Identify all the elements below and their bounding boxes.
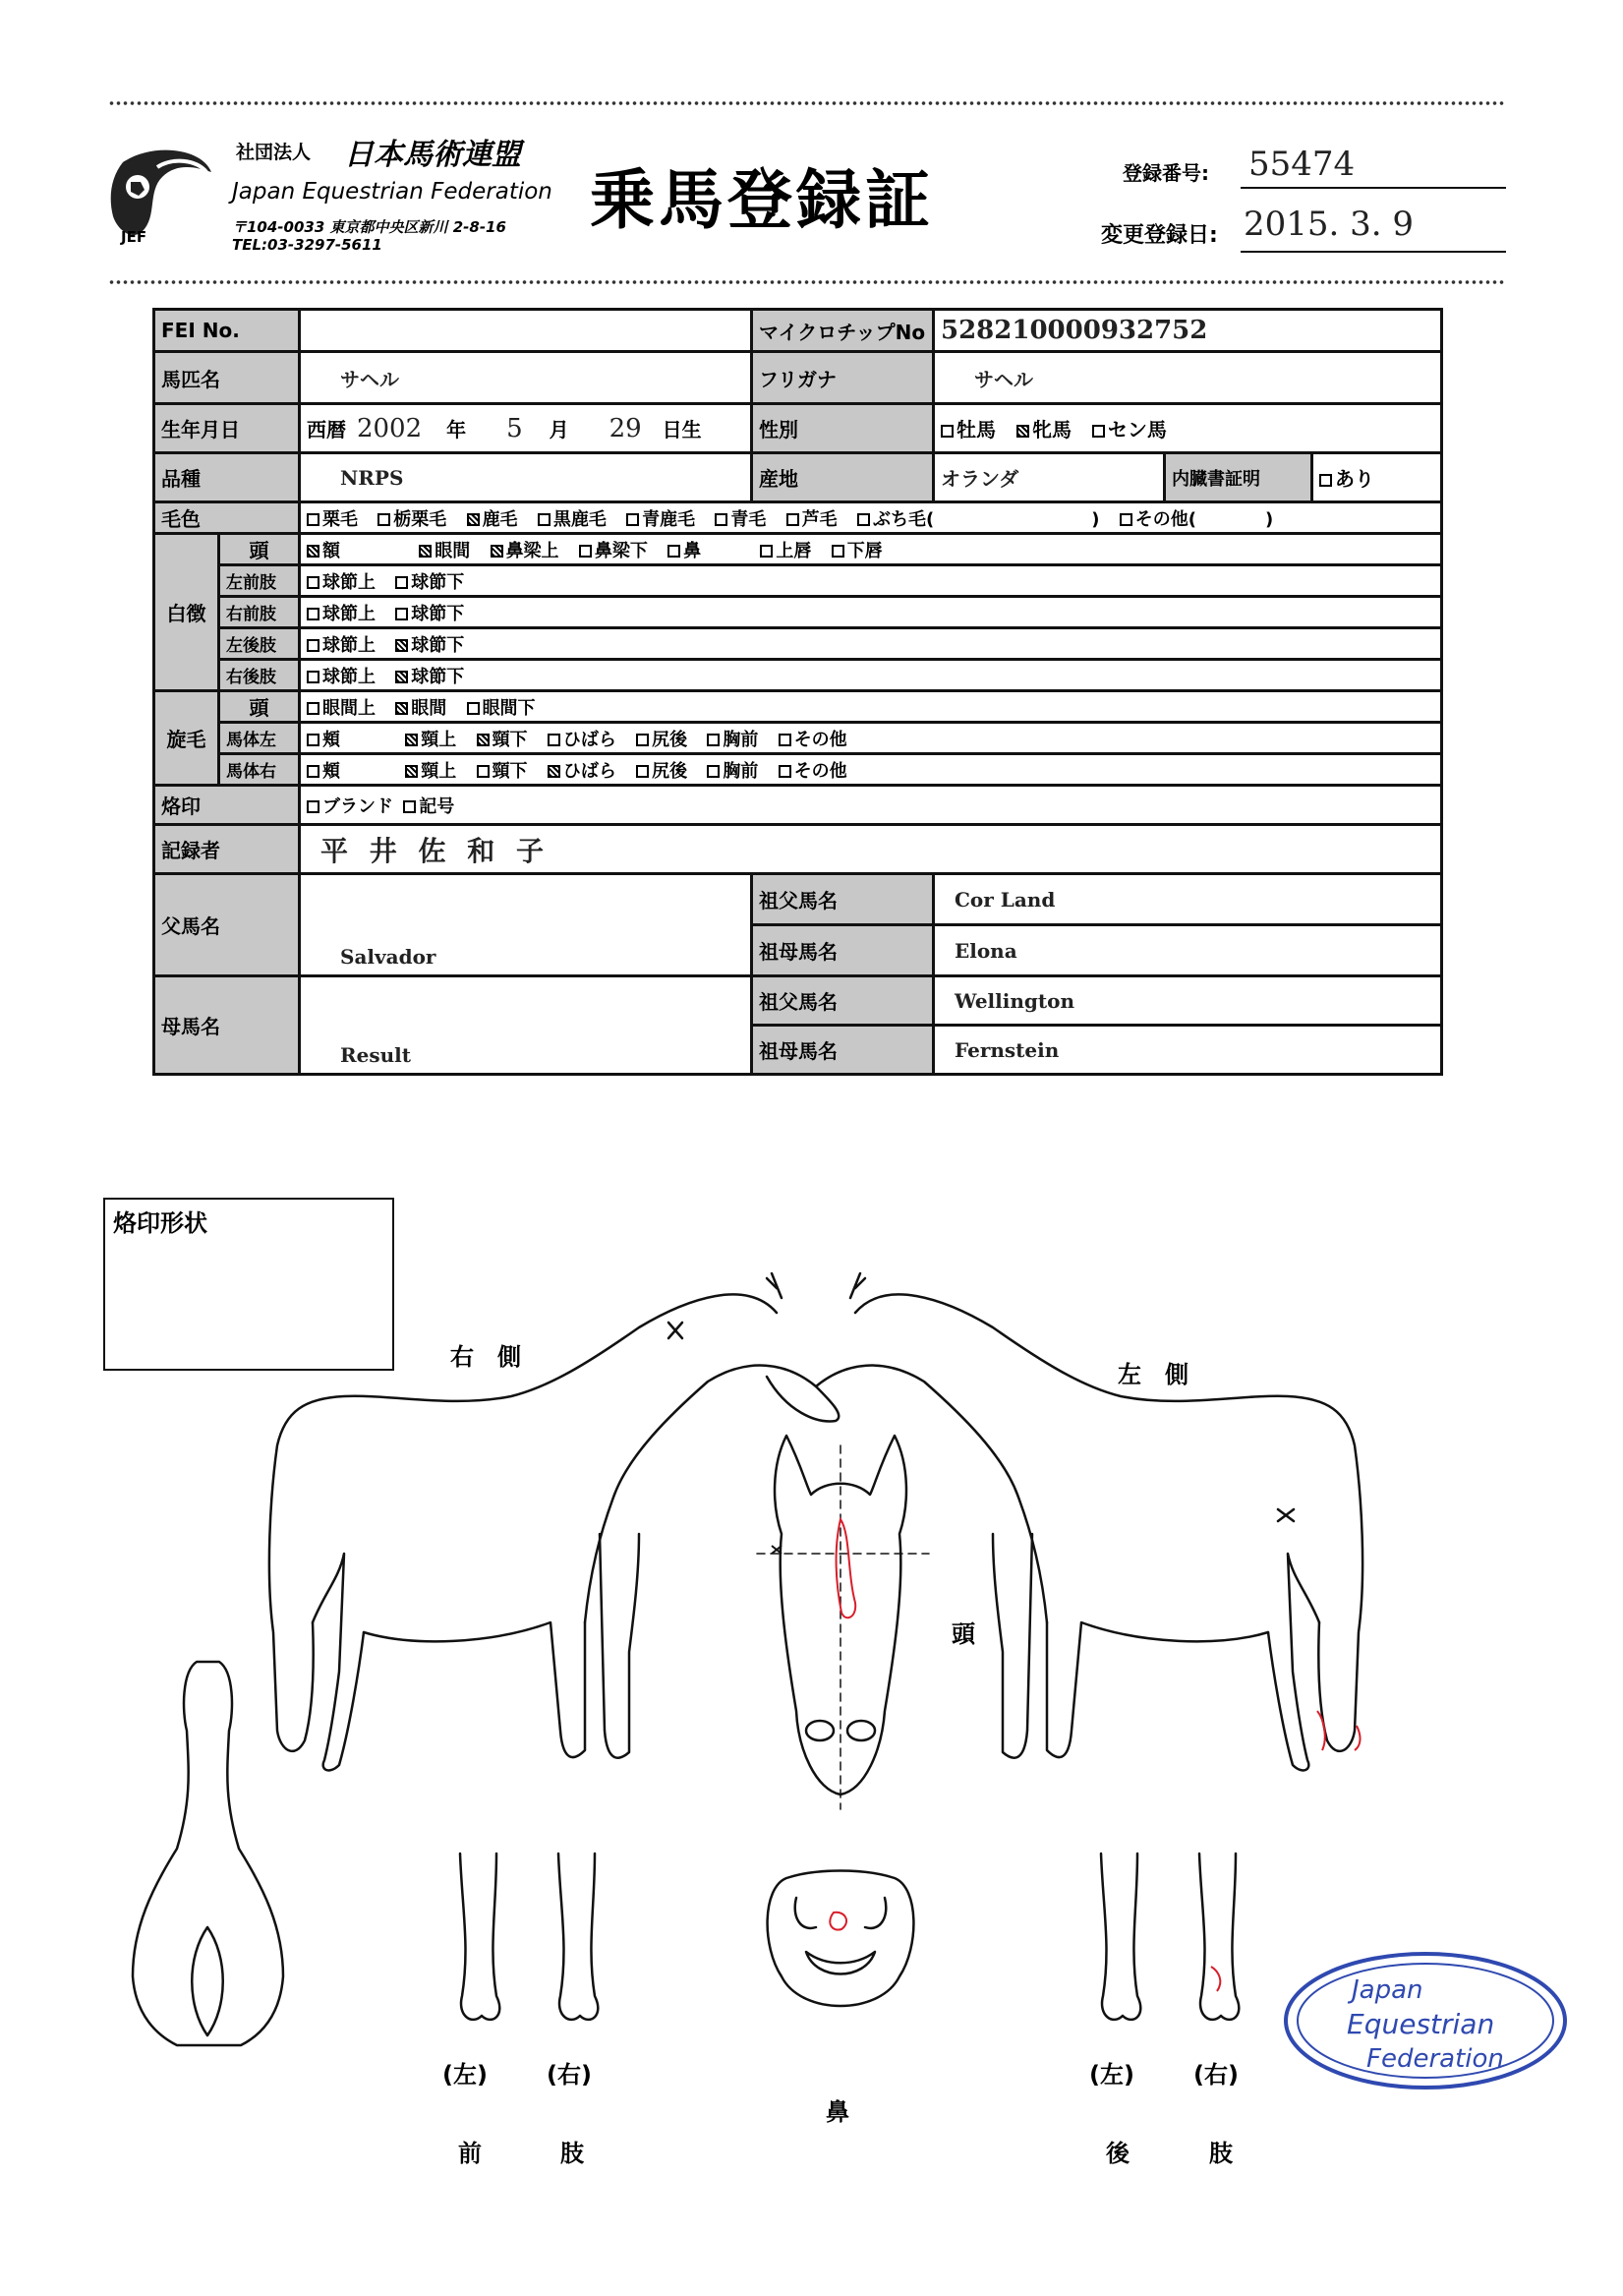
fore-legs-outline (460, 1854, 598, 2020)
rf-above-fetlock[interactable]: 球節上 (307, 604, 376, 624)
horse-name-value: サヘル (300, 352, 752, 404)
whorl-head-label: 頭 (219, 691, 300, 723)
left-fore-label: 左前肢 (219, 565, 300, 597)
registration-number-value: 55474 (1248, 145, 1356, 184)
birth-year: 2002 (356, 413, 423, 443)
head-label: 頭 (952, 1620, 975, 1648)
wr-flank[interactable]: ひばら (548, 761, 616, 782)
wr-lower-neck[interactable]: 頸下 (477, 761, 528, 782)
recorder-label: 記録者 (154, 825, 300, 874)
nose-view-outline (768, 1871, 914, 2007)
brand-option-mark[interactable]: 記号 (403, 796, 454, 817)
document-title: 乗馬登録証 (590, 162, 934, 238)
hind-left-paren: (左) (1089, 2061, 1134, 2089)
whorl-between-eyes[interactable]: 眼間 (395, 698, 446, 719)
fore-label-1: 前 (458, 2140, 482, 2167)
right-side-horse-outline (269, 1273, 839, 1770)
wr-upper-neck[interactable]: 頸上 (405, 761, 456, 782)
birth-era: 西暦 (307, 417, 346, 442)
rf-below-fetlock[interactable]: 球節下 (395, 604, 464, 624)
registration-number-label: 登録番号: (1123, 161, 1209, 185)
whorl-label: 旋毛 (154, 691, 219, 786)
top-view-horse-outline (133, 1662, 283, 2045)
inner-cert-label: 内臓書証明 (1165, 453, 1312, 502)
fore-right-paren: (右) (547, 2061, 592, 2089)
org-type: 社団法人 (236, 142, 312, 163)
left-side-horse-outline (816, 1273, 1362, 1770)
breed-label: 品種 (154, 453, 300, 502)
org-tel: TEL:03-3297-5611 (232, 236, 382, 254)
sire-label: 父馬名 (154, 874, 300, 976)
right-hind-label: 右後肢 (219, 660, 300, 691)
dam-sire-value: Wellington (934, 976, 1442, 1026)
wr-chest[interactable]: 胸前 (707, 761, 758, 782)
coat-bay[interactable]: 鹿毛 (467, 509, 518, 530)
face-between-eyes[interactable]: 眼間 (419, 541, 470, 561)
fei-label: FEI No. (154, 310, 300, 352)
org-name-jp: 日本馬術連盟 (344, 138, 521, 172)
furigana-label: フリガナ (752, 352, 934, 404)
inner-cert-option[interactable]: あり (1312, 453, 1442, 502)
coat-other[interactable]: その他( ) (1120, 509, 1273, 530)
wr-cheek[interactable]: 頬 (307, 761, 340, 782)
sire-dam-label: 祖母馬名 (752, 925, 934, 976)
wl-upper-neck[interactable]: 頸上 (405, 730, 456, 750)
org-address: 〒104-0033 東京都中央区新川 2-8-16 (232, 218, 506, 236)
wl-rump[interactable]: 尻後 (636, 730, 687, 750)
horse-name-label: 馬匹名 (154, 352, 300, 404)
birth-month: 5 (506, 413, 523, 443)
furigana-value: サヘル (934, 352, 1442, 404)
lf-above-fetlock[interactable]: 球節上 (307, 572, 376, 593)
origin-label: 産地 (752, 453, 934, 502)
seal-icon (1278, 1947, 1573, 2094)
coat-chestnut[interactable]: 栗毛 (307, 509, 358, 530)
svg-text:Federation: Federation (1366, 2044, 1504, 2074)
birth-day: 29 (609, 413, 642, 443)
jef-official-seal (1278, 1947, 1573, 2094)
dam-dam-value: Fernstein (934, 1026, 1442, 1075)
change-date-value: 2015. 3. 9 (1244, 205, 1415, 244)
birth-day-unit: 日生 (662, 417, 702, 442)
face-upper-lip[interactable]: 上唇 (760, 541, 811, 561)
logo-text: JEF (121, 228, 147, 246)
sire-sire-label: 祖父馬名 (752, 874, 934, 925)
whorl-above-eyes[interactable]: 眼間上 (307, 698, 376, 719)
lh-above-fetlock[interactable]: 球節上 (307, 635, 376, 656)
coat-liver-chestnut[interactable]: 栃栗毛 (377, 509, 446, 530)
wl-cheek[interactable]: 頬 (307, 730, 340, 750)
birth-year-unit: 年 (446, 417, 467, 442)
red-white-markings (830, 1519, 1360, 1991)
wl-flank[interactable]: ひばら (548, 730, 616, 750)
org-name-en: Japan Equestrian Federation (232, 179, 552, 205)
wr-rump[interactable]: 尻後 (636, 761, 687, 782)
lf-below-fetlock[interactable]: 球節下 (395, 572, 464, 593)
rh-above-fetlock[interactable]: 球節上 (307, 667, 376, 687)
hind-label-2: 肢 (1209, 2140, 1233, 2167)
microchip-value: 528210000932752 (934, 310, 1442, 352)
face-upper-nose[interactable]: 鼻梁上 (491, 541, 559, 561)
face-forehead[interactable]: 額 (307, 541, 340, 561)
svg-text:Equestrian: Equestrian (1347, 2008, 1495, 2040)
left-hind-label: 左後肢 (219, 628, 300, 660)
brand-label: 烙印 (154, 786, 300, 825)
svg-text:Japan: Japan (1352, 1975, 1423, 2005)
face-label: 頭 (219, 534, 300, 565)
birth-date-label: 生年月日 (154, 404, 300, 453)
wr-other[interactable]: その他 (779, 761, 847, 782)
left-side-label: 左 側 (1118, 1361, 1188, 1388)
front-head-outline (757, 1436, 929, 1809)
wl-lower-neck[interactable]: 頸下 (477, 730, 528, 750)
brand-option-brand[interactable]: ブランド (307, 796, 393, 817)
dam-sire-label: 祖父馬名 (752, 976, 934, 1026)
recorder-value: 平 井 佐 和 子 (300, 825, 1442, 874)
brand-shape-label: 烙印形状 (113, 1209, 207, 1237)
birth-month-unit: 月 (549, 417, 569, 442)
face-nose[interactable]: 鼻 (667, 541, 701, 561)
coat-pinto[interactable]: ぶち毛( ) (857, 509, 1099, 530)
right-side-label: 右 側 (450, 1343, 521, 1371)
coat-black[interactable]: 青毛 (715, 509, 766, 530)
lh-below-fetlock[interactable]: 球節下 (395, 635, 464, 656)
coat-label: 毛色 (154, 502, 300, 534)
coat-grey[interactable]: 芦毛 (786, 509, 838, 530)
face-lower-lip[interactable]: 下唇 (832, 541, 883, 561)
breed-value: NRPS (300, 453, 752, 502)
sire-value: Salvador (300, 874, 752, 976)
wl-other[interactable]: その他 (779, 730, 847, 750)
change-date-label: 変更登録日: (1101, 223, 1218, 248)
microchip-label: マイクロチップNo (752, 310, 934, 352)
sire-sire-value: Cor Land (934, 874, 1442, 925)
dam-label: 母馬名 (154, 976, 300, 1075)
wl-chest[interactable]: 胸前 (707, 730, 758, 750)
sex-option-gelding[interactable]: セン馬 (1092, 418, 1167, 442)
sire-dam-value: Elona (934, 925, 1442, 976)
whorl-right-label: 馬体右 (219, 754, 300, 786)
dam-dam-label: 祖母馬名 (752, 1026, 934, 1075)
origin-value: オランダ (934, 453, 1165, 502)
face-lower-nose[interactable]: 鼻梁下 (579, 541, 648, 561)
hind-label-1: 後 (1106, 2140, 1130, 2167)
dam-value: Result (300, 976, 752, 1075)
rh-below-fetlock[interactable]: 球節下 (395, 667, 464, 687)
sex-option-mare[interactable]: 牝馬 (1016, 418, 1072, 442)
coat-dark-bay[interactable]: 黒鹿毛 (538, 509, 607, 530)
fore-label-2: 肢 (560, 2140, 584, 2167)
whorl-left-label: 馬体左 (219, 723, 300, 754)
hind-right-paren: (右) (1193, 2061, 1239, 2089)
hind-legs-outline (1101, 1854, 1239, 2020)
right-fore-label: 右前肢 (219, 597, 300, 628)
coat-brown[interactable]: 青鹿毛 (626, 509, 695, 530)
sex-option-stallion[interactable]: 牡馬 (941, 418, 996, 442)
sex-label: 性別 (752, 404, 934, 453)
whorl-below-eyes[interactable]: 眼間下 (467, 698, 536, 719)
white-markings-label: 白徴 (154, 534, 219, 691)
fore-left-paren: (左) (442, 2061, 488, 2089)
nose-label: 鼻 (826, 2098, 849, 2126)
